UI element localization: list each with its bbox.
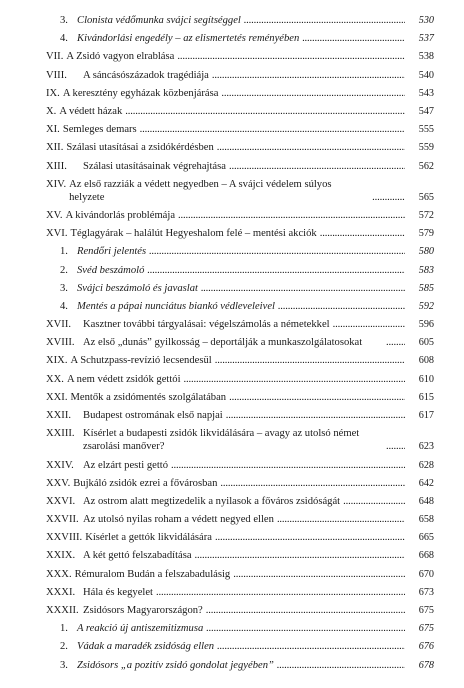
toc-entry-number: XI. bbox=[46, 124, 60, 136]
toc-entry-title: Kísérlet a gettók likvidálására bbox=[85, 532, 212, 544]
dot-leader bbox=[201, 282, 405, 295]
toc-entry-number: XXI. bbox=[46, 391, 68, 403]
toc-entry bbox=[46, 160, 434, 173]
toc-entry-number: VII. bbox=[46, 51, 64, 63]
dot-leader bbox=[372, 191, 405, 204]
dot-leader bbox=[171, 459, 405, 472]
toc-subentry bbox=[46, 659, 434, 672]
toc-entry bbox=[46, 227, 434, 240]
toc-page-number: 658 bbox=[418, 514, 434, 526]
toc-page-number: 668 bbox=[418, 550, 434, 562]
toc-page-number: 585 bbox=[418, 282, 434, 294]
toc-entry-title: Kísérlet a budapesti zsidók likvidálására – avagy az utolsó német zsarolási manőver? bbox=[83, 428, 360, 453]
dot-leader bbox=[147, 264, 405, 277]
toc-subentry bbox=[46, 300, 434, 313]
toc-entry-title: A védett házak bbox=[59, 105, 123, 117]
toc-entry-title: Zsidósors Magyarországon? bbox=[83, 605, 203, 616]
toc-entry-number: 1. bbox=[60, 623, 68, 635]
toc-entry-number: XXX. bbox=[46, 568, 72, 580]
dot-leader bbox=[233, 568, 405, 581]
toc-entry-number: XV. bbox=[46, 209, 63, 221]
toc-page-number: 562 bbox=[418, 160, 434, 172]
toc-page-number: 559 bbox=[418, 142, 434, 154]
toc-entry-number: IX. bbox=[46, 87, 60, 99]
toc-entry-title: A nem védett zsidók gettói bbox=[66, 373, 181, 385]
toc-page-number: 642 bbox=[418, 477, 434, 489]
toc-entry-number: XXVI. bbox=[46, 495, 76, 507]
toc-entry bbox=[46, 87, 434, 100]
dot-leader bbox=[320, 227, 405, 240]
toc-entry bbox=[46, 354, 434, 367]
toc-entry-title: Rémuralom Budán a felszabadulásig bbox=[74, 568, 231, 580]
toc-page-number: 565 bbox=[418, 191, 434, 203]
toc-entry-number: XXIII. bbox=[46, 428, 75, 440]
dot-leader bbox=[178, 209, 405, 222]
toc-entry bbox=[46, 123, 434, 136]
toc-page-number: 580 bbox=[418, 246, 434, 258]
toc-entry bbox=[46, 69, 434, 82]
toc-entry-title: Az ostrom alatt megtizedelik a nyilasok a főváros zsidóságát bbox=[83, 495, 341, 507]
dot-leader bbox=[229, 391, 405, 404]
toc-entry-number: 4. bbox=[60, 33, 68, 45]
toc-entry-title: Mentők a zsidómentés szolgálatában bbox=[70, 391, 227, 403]
toc-entry bbox=[46, 178, 434, 204]
toc-entry-title: A reakció új antiszemitizmusa bbox=[77, 623, 204, 635]
dot-leader bbox=[302, 32, 405, 45]
toc-entry-title: Vádak a maradék zsidóság ellen bbox=[77, 641, 215, 653]
toc-entry bbox=[46, 50, 434, 63]
dot-leader bbox=[277, 513, 405, 526]
dot-leader bbox=[226, 409, 405, 422]
toc-entry-number: 4. bbox=[60, 300, 68, 312]
toc-entry bbox=[46, 391, 434, 404]
toc-page-number: 670 bbox=[418, 568, 434, 580]
toc-entry-title: Semleges demars bbox=[62, 124, 137, 136]
toc-page-number: 555 bbox=[418, 124, 434, 136]
toc-entry-number: XVII. bbox=[46, 319, 72, 331]
toc-page-number: 592 bbox=[418, 300, 434, 312]
toc-entry bbox=[46, 513, 434, 526]
toc-entry bbox=[46, 336, 434, 349]
toc-entry bbox=[46, 141, 434, 154]
toc-page-number: 537 bbox=[418, 33, 434, 45]
toc-entry-number: XIX. bbox=[46, 355, 68, 367]
dot-leader bbox=[217, 141, 405, 154]
toc-entry-number: XII. bbox=[46, 142, 64, 154]
dot-leader bbox=[277, 659, 405, 672]
dot-leader bbox=[140, 123, 405, 136]
toc-entry-title: A kivándorlás problémája bbox=[65, 209, 176, 221]
toc-entry-title: A Schutzpass-revízió lecsendesül bbox=[70, 355, 212, 367]
dot-leader bbox=[195, 549, 405, 562]
toc-entry-number: XX. bbox=[46, 373, 64, 385]
toc-entry-title: A két gettó felszabadítása bbox=[83, 550, 192, 562]
toc-entry-number: VIII. bbox=[46, 69, 67, 81]
toc-entry-number: XXIV. bbox=[46, 459, 74, 471]
dot-leader bbox=[215, 354, 405, 367]
toc-entry-number: XXIX. bbox=[46, 550, 76, 562]
dot-leader bbox=[386, 336, 405, 349]
toc-entry-title: A sáncásószázadok tragédiája bbox=[83, 69, 209, 81]
toc-entry bbox=[46, 495, 434, 508]
dot-leader bbox=[343, 495, 405, 508]
dot-leader bbox=[386, 440, 405, 453]
toc-page-number: 547 bbox=[418, 105, 434, 117]
toc-subentry bbox=[46, 264, 434, 277]
toc-page-number: 675 bbox=[418, 623, 434, 635]
toc-entry bbox=[46, 409, 434, 422]
toc-page-number: 530 bbox=[418, 15, 434, 26]
toc-page-number: 648 bbox=[418, 495, 434, 507]
dot-leader bbox=[206, 622, 405, 635]
toc-entry bbox=[46, 209, 434, 222]
toc-page-number: 623 bbox=[418, 441, 434, 453]
toc-entry bbox=[46, 586, 434, 599]
toc-entry bbox=[46, 318, 434, 331]
toc-entry-number: XXV. bbox=[46, 477, 71, 489]
toc-entry-number: 1. bbox=[60, 246, 68, 258]
toc-entry-title: Téglagyárak – halálút Hegyeshalom felé – mentési akciók bbox=[70, 228, 317, 240]
toc-page-number: 579 bbox=[418, 228, 434, 240]
toc-entry-number: 3. bbox=[60, 659, 68, 671]
toc-subentry bbox=[46, 282, 434, 295]
toc-entry-number: XIV. bbox=[46, 178, 67, 190]
toc-entry bbox=[46, 427, 434, 453]
toc-entry-title: Svájci beszámoló és javaslat bbox=[77, 282, 198, 294]
toc-page-number: 665 bbox=[418, 532, 434, 544]
toc-entry-number: XVI. bbox=[46, 228, 68, 240]
toc-page-number: 628 bbox=[418, 459, 434, 471]
dot-leader bbox=[125, 105, 405, 118]
toc-page-number: 605 bbox=[418, 337, 434, 349]
toc-page-number: 596 bbox=[418, 319, 434, 331]
table-of-contents bbox=[46, 14, 434, 677]
toc-page-number: 608 bbox=[418, 355, 434, 367]
toc-entry-number: XVIII. bbox=[46, 337, 75, 349]
toc-entry bbox=[46, 373, 434, 386]
dot-leader bbox=[229, 160, 405, 173]
toc-page-number: 615 bbox=[418, 391, 434, 403]
toc-entry-title: Az első „dunás” gyilkosság – deportálják a munkaszolgálatosokat bbox=[83, 337, 363, 349]
toc-subentry bbox=[46, 14, 434, 27]
dot-leader bbox=[278, 300, 405, 313]
dot-leader bbox=[149, 245, 405, 258]
dot-leader bbox=[215, 531, 405, 544]
toc-entry-title: Hála és kegyelet bbox=[83, 586, 154, 598]
toc-entry-title: Svéd beszámoló bbox=[77, 264, 145, 276]
dot-leader bbox=[333, 318, 405, 331]
toc-entry bbox=[46, 568, 434, 581]
toc-page-number: 610 bbox=[418, 373, 434, 385]
dot-leader bbox=[220, 477, 405, 490]
dot-leader bbox=[212, 69, 405, 82]
toc-entry bbox=[46, 604, 434, 617]
toc-entry-number: XXVIII. bbox=[46, 532, 83, 544]
toc-entry-number: XXII. bbox=[46, 410, 72, 422]
dot-leader bbox=[184, 373, 405, 386]
toc-entry-title: Budapest ostromának első napjai bbox=[83, 410, 223, 422]
toc-entry bbox=[46, 459, 434, 472]
dot-leader bbox=[217, 640, 405, 653]
toc-entry bbox=[46, 549, 434, 562]
toc-entry-title: Szálasi utasításai a zsidókérdésben bbox=[66, 142, 214, 154]
toc-entry bbox=[46, 105, 434, 118]
toc-subentry bbox=[46, 640, 434, 653]
toc-subentry bbox=[46, 32, 434, 45]
toc-entry-title: Szálasi utasításainak végrehajtása bbox=[83, 160, 226, 172]
toc-page-number: 538 bbox=[418, 51, 434, 63]
toc-entry-title: Bujkáló zsidók ezrei a fővárosban bbox=[73, 477, 218, 489]
toc-entry-number: XXVII. bbox=[46, 514, 79, 526]
toc-entry-title: Kivándorlási engedély – az elismertetés reményében bbox=[77, 33, 300, 45]
toc-entry-title: Zsidósors „a pozitív zsidó gondolat jegyében” bbox=[77, 659, 274, 671]
toc-page-number: 540 bbox=[418, 69, 434, 81]
toc-entry-title: Az utolsó nyilas roham a védett negyed ellen bbox=[83, 514, 274, 526]
toc-page-number: 583 bbox=[418, 264, 434, 276]
dot-leader bbox=[206, 604, 405, 617]
toc-entry-title: A Zsidó vagyon elrablása bbox=[66, 51, 175, 63]
toc-page-number: 572 bbox=[418, 209, 434, 221]
toc-entry bbox=[46, 531, 434, 544]
dot-leader bbox=[221, 87, 405, 100]
toc-entry-number: 2. bbox=[60, 264, 68, 276]
toc-entry-title: Clonista védőmunka svájci segítséggel bbox=[77, 15, 241, 26]
dot-leader bbox=[177, 50, 405, 63]
toc-entry-title: Kasztner további tárgyalásai: végelszámolás a németekkel bbox=[83, 319, 330, 331]
toc-entry-number: XXXI. bbox=[46, 586, 76, 598]
toc-entry-title: Rendőri jelentés bbox=[77, 246, 147, 258]
toc-subentry bbox=[46, 622, 434, 635]
toc-page-number: 675 bbox=[418, 605, 434, 616]
toc-entry-number: 3. bbox=[60, 282, 68, 294]
toc-entry-title: A keresztény egyházak közbenjárása bbox=[62, 87, 219, 99]
toc-entry-number: 2. bbox=[60, 641, 68, 653]
toc-entry-number: XXXII. bbox=[46, 605, 79, 616]
toc-entry-number: X. bbox=[46, 105, 57, 117]
toc-page-number: 543 bbox=[418, 87, 434, 99]
toc-entry-number: XIII. bbox=[46, 160, 67, 172]
toc-entry-title: Mentés a pápai nunciátus biankó védleveleivel bbox=[77, 300, 275, 312]
toc-page-number: 673 bbox=[418, 586, 434, 598]
toc-entry bbox=[46, 477, 434, 490]
toc-page-number: 678 bbox=[418, 659, 434, 671]
toc-page-number: 617 bbox=[418, 410, 434, 422]
dot-leader bbox=[244, 14, 405, 27]
toc-page-number: 676 bbox=[418, 641, 434, 653]
toc-entry-title: Az elzárt pesti gettó bbox=[83, 459, 169, 471]
toc-entry-number: 3. bbox=[60, 15, 68, 26]
toc-subentry bbox=[46, 245, 434, 258]
toc-entry-title: Az első razziák a védett negyedben – A svájci védelem súlyos helyzete bbox=[69, 178, 332, 203]
dot-leader bbox=[156, 586, 405, 599]
